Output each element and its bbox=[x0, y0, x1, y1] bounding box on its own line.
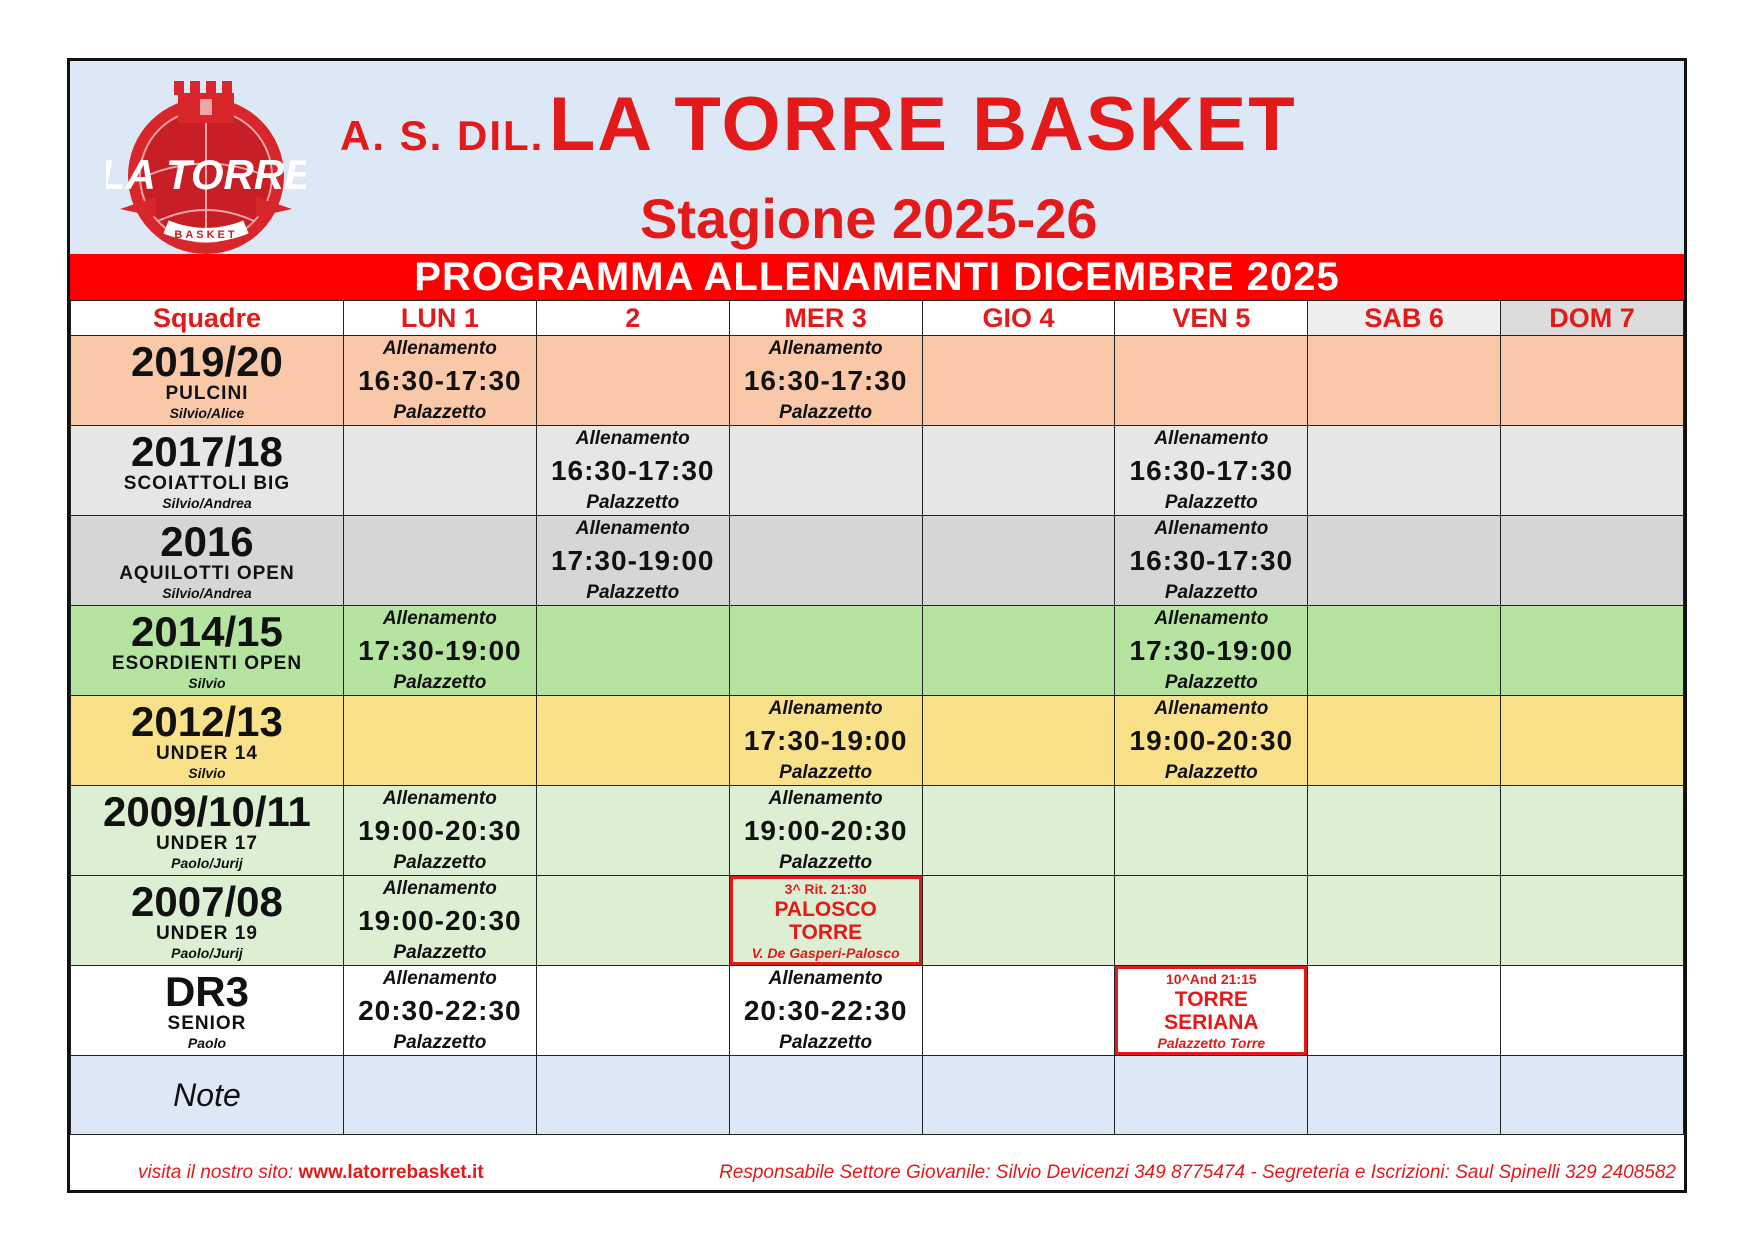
session-label: Allenamento bbox=[768, 967, 883, 989]
empty-cell bbox=[536, 696, 729, 786]
session-time: 16:30-17:30 bbox=[550, 454, 715, 486]
note-label: Note bbox=[173, 1076, 241, 1113]
team-cell bbox=[71, 876, 344, 966]
note-cell bbox=[343, 1056, 536, 1135]
session-place: Palazzetto bbox=[1164, 581, 1258, 603]
club-title bbox=[340, 81, 1640, 168]
session-time: 20:30-22:30 bbox=[743, 994, 908, 1026]
session-label: Allenamento bbox=[1154, 517, 1269, 539]
session-time: 19:00-20:30 bbox=[358, 904, 522, 936]
team-coach: Paolo/Jurij bbox=[171, 944, 243, 961]
team-name: SCOIATTOLI BIG bbox=[123, 472, 291, 494]
team-name: PULCINI bbox=[165, 382, 249, 404]
header-day-1: LUN 1 bbox=[343, 301, 536, 336]
empty-cell bbox=[1501, 876, 1684, 966]
session-cell bbox=[536, 426, 729, 516]
session-cell bbox=[729, 966, 922, 1056]
empty-cell bbox=[1308, 966, 1501, 1056]
session-cell bbox=[343, 786, 536, 876]
session-cell bbox=[343, 876, 536, 966]
empty-cell bbox=[922, 426, 1115, 516]
session-place: Palazzetto bbox=[393, 1031, 487, 1053]
empty-cell bbox=[1501, 606, 1684, 696]
header-day-7: DOM 7 bbox=[1501, 301, 1684, 336]
header-day-2: 2 bbox=[536, 301, 729, 336]
team-coach: Paolo/Jurij bbox=[171, 854, 243, 871]
match-venue: Palazzetto Torre bbox=[1157, 1034, 1266, 1051]
team-name: UNDER 14 bbox=[155, 742, 258, 764]
match-home-team: PALOSCO bbox=[774, 897, 877, 921]
team-year: 2012/13 bbox=[131, 697, 283, 745]
team-name: UNDER 17 bbox=[155, 832, 258, 854]
header-day-6: SAB 6 bbox=[1308, 301, 1501, 336]
team-row bbox=[71, 606, 1684, 696]
session-label: Allenamento bbox=[382, 787, 497, 809]
session-place: Palazzetto bbox=[586, 491, 680, 513]
session-cell bbox=[1115, 426, 1308, 516]
match-cell bbox=[1115, 966, 1308, 1056]
session-label: Allenamento bbox=[575, 517, 690, 539]
empty-cell bbox=[1115, 336, 1308, 426]
note-cell bbox=[1501, 1056, 1684, 1135]
empty-cell bbox=[1308, 516, 1501, 606]
team-name: AQUILOTTI OPEN bbox=[119, 562, 295, 584]
team-year: 2009/10/11 bbox=[103, 787, 311, 835]
empty-cell bbox=[1501, 966, 1684, 1056]
team-row bbox=[71, 336, 1684, 426]
note-row bbox=[71, 1056, 1684, 1135]
la-torre-basket-logo-icon bbox=[106, 71, 306, 261]
team-year: 2016 bbox=[160, 517, 254, 565]
team-year: 2007/08 bbox=[131, 877, 283, 925]
empty-cell bbox=[729, 606, 922, 696]
session-place: Palazzetto bbox=[779, 401, 873, 423]
session-place: Palazzetto bbox=[779, 851, 873, 873]
empty-cell bbox=[922, 606, 1115, 696]
team-coach: Silvio/Alice bbox=[169, 404, 245, 421]
session-cell bbox=[343, 966, 536, 1056]
note-cell bbox=[729, 1056, 922, 1135]
match-venue: V. De Gasperi-Palosco bbox=[751, 944, 900, 961]
header-day-4: GIO 4 bbox=[922, 301, 1115, 336]
team-row bbox=[71, 696, 1684, 786]
team-coach: Silvio/Andrea bbox=[162, 494, 252, 511]
session-place: Palazzetto bbox=[1164, 761, 1258, 783]
team-row bbox=[71, 426, 1684, 516]
match-home-team: TORRE bbox=[1174, 987, 1248, 1011]
footer-visit-text: visita il nostro sito: bbox=[138, 1162, 294, 1183]
empty-cell bbox=[1501, 696, 1684, 786]
session-cell bbox=[1115, 696, 1308, 786]
session-time: 17:30-19:00 bbox=[358, 634, 522, 666]
team-year: 2017/18 bbox=[131, 427, 283, 475]
session-place: Palazzetto bbox=[779, 761, 873, 783]
empty-cell bbox=[536, 606, 729, 696]
match-cell bbox=[729, 876, 922, 966]
empty-cell bbox=[1501, 426, 1684, 516]
session-cell bbox=[343, 606, 536, 696]
empty-cell bbox=[1308, 696, 1501, 786]
team-row bbox=[71, 516, 1684, 606]
empty-cell bbox=[729, 426, 922, 516]
team-cell bbox=[71, 696, 344, 786]
match-away-team: TORRE bbox=[789, 920, 863, 944]
session-place: Palazzetto bbox=[586, 581, 680, 603]
session-time: 16:30-17:30 bbox=[743, 364, 908, 396]
empty-cell bbox=[343, 426, 536, 516]
website-link[interactable]: www.latorrebasket.it bbox=[298, 1162, 484, 1183]
empty-cell bbox=[922, 696, 1115, 786]
session-label: Allenamento bbox=[575, 427, 690, 449]
session-cell bbox=[729, 696, 922, 786]
logo-subtext: BASKET bbox=[174, 229, 238, 241]
empty-cell bbox=[1501, 786, 1684, 876]
empty-cell bbox=[1308, 876, 1501, 966]
team-cell bbox=[71, 516, 344, 606]
empty-cell bbox=[922, 336, 1115, 426]
club-logo bbox=[106, 71, 306, 261]
header-squadre: Squadre bbox=[71, 301, 344, 336]
empty-cell bbox=[536, 786, 729, 876]
session-time: 19:00-20:30 bbox=[743, 814, 908, 846]
session-place: Palazzetto bbox=[393, 671, 487, 693]
session-label: Allenamento bbox=[768, 337, 883, 359]
header-day-5: VEN 5 bbox=[1115, 301, 1308, 336]
team-name: ESORDIENTI OPEN bbox=[111, 652, 303, 674]
note-cell bbox=[1115, 1056, 1308, 1135]
session-time: 20:30-22:30 bbox=[358, 994, 522, 1026]
empty-cell bbox=[922, 876, 1115, 966]
team-cell bbox=[71, 336, 344, 426]
empty-cell bbox=[1115, 876, 1308, 966]
team-cell bbox=[71, 606, 344, 696]
team-cell bbox=[71, 966, 344, 1056]
session-cell bbox=[1115, 516, 1308, 606]
session-cell bbox=[536, 516, 729, 606]
session-time: 17:30-19:00 bbox=[743, 724, 908, 756]
logo-text: LA TORRE bbox=[106, 151, 306, 198]
empty-cell bbox=[343, 516, 536, 606]
team-row bbox=[71, 786, 1684, 876]
empty-cell bbox=[1308, 786, 1501, 876]
team-name: UNDER 19 bbox=[155, 922, 258, 944]
header-row bbox=[71, 301, 1684, 336]
schedule-table bbox=[70, 300, 1684, 1135]
note-cell bbox=[922, 1056, 1115, 1135]
club-prefix: A. S. DIL. bbox=[340, 112, 545, 159]
session-time: 16:30-17:30 bbox=[1129, 544, 1294, 576]
team-year: 2019/20 bbox=[131, 337, 283, 385]
session-place: Palazzetto bbox=[1164, 491, 1258, 513]
club-name: LA TORRE BASKET bbox=[548, 82, 1297, 167]
header bbox=[70, 61, 1684, 254]
empty-cell bbox=[536, 336, 729, 426]
session-place: Palazzetto bbox=[393, 401, 487, 423]
session-cell bbox=[729, 786, 922, 876]
schedule-sheet bbox=[67, 58, 1687, 1193]
note-cell bbox=[536, 1056, 729, 1135]
session-label: Allenamento bbox=[1154, 427, 1269, 449]
empty-cell bbox=[1501, 516, 1684, 606]
team-coach: Silvio/Andrea bbox=[162, 584, 252, 601]
empty-cell bbox=[922, 966, 1115, 1056]
header-day-3: MER 3 bbox=[729, 301, 922, 336]
session-time: 19:00-20:30 bbox=[358, 814, 522, 846]
footer-contacts: Responsabile Settore Giovanile: Silvio Devicenzi 349 8775474 - Segreteria e Iscrizioni: Saul Spinelli 329 2408582 bbox=[719, 1162, 1676, 1183]
session-cell bbox=[729, 336, 922, 426]
session-cell bbox=[1115, 606, 1308, 696]
program-banner: PROGRAMMA ALLENAMENTI DICEMBRE 2025 bbox=[70, 254, 1684, 300]
session-label: Allenamento bbox=[1154, 607, 1269, 629]
empty-cell bbox=[1308, 426, 1501, 516]
session-label: Allenamento bbox=[382, 877, 497, 899]
session-time: 19:00-20:30 bbox=[1129, 724, 1294, 756]
empty-cell bbox=[1308, 606, 1501, 696]
footer bbox=[70, 1156, 1684, 1190]
match-away-team: SERIANA bbox=[1164, 1010, 1259, 1034]
session-time: 17:30-19:00 bbox=[550, 544, 715, 576]
team-name: SENIOR bbox=[167, 1012, 247, 1034]
session-place: Palazzetto bbox=[779, 1031, 873, 1053]
season-title: Stagione 2025-26 bbox=[640, 187, 1098, 250]
empty-cell bbox=[922, 516, 1115, 606]
empty-cell bbox=[536, 966, 729, 1056]
match-round: 10^And 21:15 bbox=[1166, 970, 1257, 987]
session-time: 16:30-17:30 bbox=[358, 364, 522, 396]
empty-cell bbox=[1501, 336, 1684, 426]
session-cell bbox=[343, 336, 536, 426]
team-year: 2014/15 bbox=[131, 607, 283, 655]
session-label: Allenamento bbox=[382, 337, 497, 359]
team-row bbox=[71, 876, 1684, 966]
empty-cell bbox=[536, 876, 729, 966]
session-label: Allenamento bbox=[768, 787, 883, 809]
team-coach: Silvio bbox=[188, 764, 226, 781]
empty-cell bbox=[343, 696, 536, 786]
team-coach: Silvio bbox=[188, 674, 226, 691]
session-label: Allenamento bbox=[768, 697, 883, 719]
empty-cell bbox=[729, 516, 922, 606]
empty-cell bbox=[922, 786, 1115, 876]
session-place: Palazzetto bbox=[393, 941, 487, 963]
team-year: DR3 bbox=[164, 967, 249, 1015]
session-place: Palazzetto bbox=[393, 851, 487, 873]
session-label: Allenamento bbox=[382, 607, 497, 629]
team-coach: Paolo bbox=[187, 1034, 227, 1051]
footer-visit bbox=[138, 1156, 484, 1190]
note-cell bbox=[1308, 1056, 1501, 1135]
session-time: 16:30-17:30 bbox=[1129, 454, 1294, 486]
match-round: 3^ Rit. 21:30 bbox=[784, 880, 867, 897]
session-label: Allenamento bbox=[382, 967, 497, 989]
session-time: 17:30-19:00 bbox=[1129, 634, 1294, 666]
team-cell bbox=[71, 426, 344, 516]
empty-cell bbox=[1308, 336, 1501, 426]
team-row bbox=[71, 966, 1684, 1056]
empty-cell bbox=[1115, 786, 1308, 876]
team-cell bbox=[71, 786, 344, 876]
session-place: Palazzetto bbox=[1164, 671, 1258, 693]
session-label: Allenamento bbox=[1154, 697, 1269, 719]
note-label-cell bbox=[71, 1056, 344, 1135]
